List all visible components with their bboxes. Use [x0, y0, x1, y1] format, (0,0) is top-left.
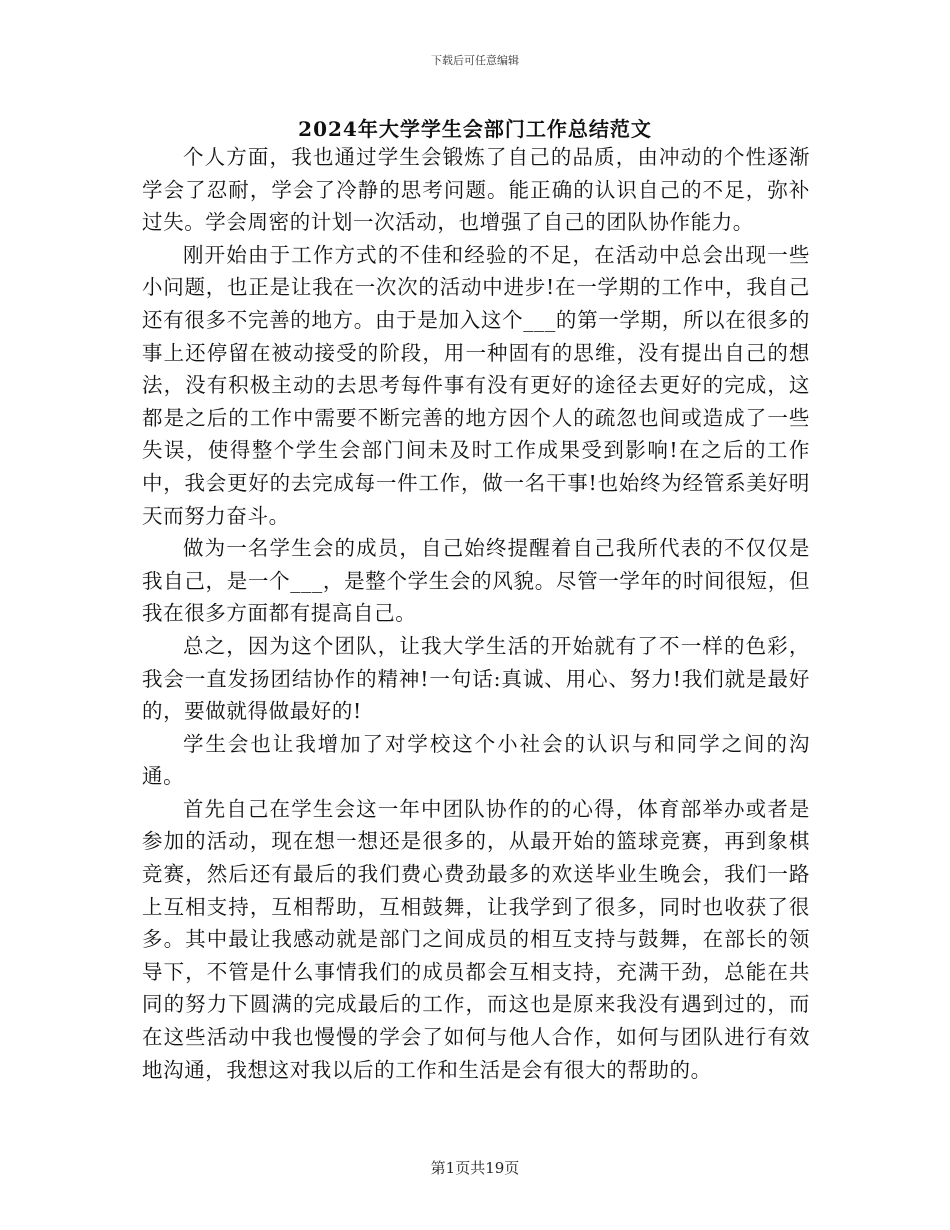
- paragraph-5: 学生会也让我增加了对学校这个小社会的认识与和同学之间的沟通。: [142, 731, 810, 789]
- paragraph-6: 首先自己在学生会这一年中团队协作的的心得，体育部举办或者是参加的活动，现在想一想还是很多的，从最开始的篮球竞赛，再到象棋竞赛，然后还有最后的我们费心费劲最多的欢送毕业生晚会，我们一路上互相支持，互相帮助，互相鼓舞，让我学到了很多，同时也收获了很多。其中最让我感动就是部门之间成员的相互支持与鼓舞，在部长的领导下，不管是什么事情我们的成员都会互相支持，充满干劲，总能在共同的努力下圆满的完成最后的工作，而这也是原来我没有遇到过的，而在这些活动中我也慢慢的学会了如何与他人合作，如何与团队进行有效地沟通，我想这对我以后的工作和生活是会有很大的帮助的。: [142, 796, 810, 1082]
- paragraph-3: 做为一名学生会的成员，自己始终提醒着自己我所代表的不仅仅是我自己，是一个___，是整个学生会的风貌。尽管一学年的时间很短，但我在很多方面都有提高自己。: [142, 536, 810, 626]
- header-note: 下载后可任意编辑: [431, 54, 519, 67]
- paragraph-4: 总之，因为这个团队，让我大学生活的开始就有了不一样的色彩，我会一直发扬团结协作的精神!一句话:真诚、用心、努力!我们就是最好的，要做就得做最好的!: [142, 633, 810, 724]
- paragraph-2: 刚开始由于工作方式的不佳和经验的不足，在活动中总会出现一些小问题，也正是让我在一次次的活动中进步!在一学期的工作中，我自己还有很多不完善的地方。由于是加入这个___的第一学期，所以在很多的事上还停留在被动接受的阶段，用一种固有的思维，没有提出自己的想法，没有积极主动的去思考每件事有没有更好的途径去更好的完成，这都是之后的工作中需要不断完善的地方因个人的疏忽也间或造成了一些失误，使得整个学生会部门间未及时工作成果受到影响!在之后的工作中，我会更好的去完成每一件工作，做一名干事!也始终为经管系美好明天而努力奋斗。: [142, 242, 810, 528]
- document-body: [142, 141, 810, 1086]
- page-footer: 第1页共19页: [430, 1159, 520, 1177]
- document-title: 2024年大学学生会部门工作总结范文: [298, 117, 652, 141]
- paragraph-1: 个人方面，我也通过学生会锻炼了自己的品质，由冲动的个性逐渐学会了忍耐，学会了冷静的思考问题。能正确的认识自己的不足，弥补过失。学会周密的计划一次活动，也增强了自己的团队协作能力。: [142, 145, 810, 235]
